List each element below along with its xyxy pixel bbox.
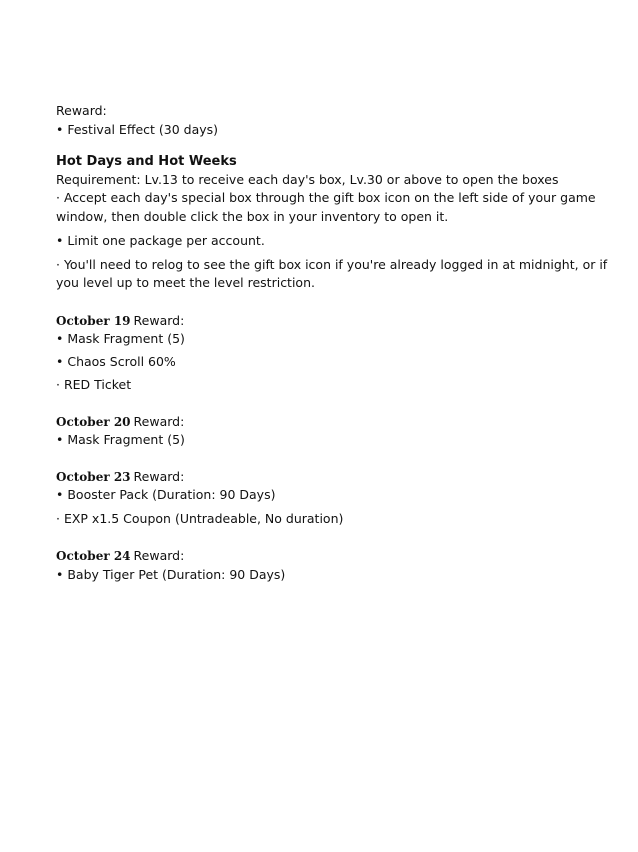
note-limit-package: • Limit one package per account. bbox=[56, 233, 265, 248]
oct20-reward-label: Reward: bbox=[133, 414, 185, 429]
festival-reward-item: • Festival Effect (30 days) bbox=[56, 122, 219, 137]
note-accept-box-line-1: · Accept each day's special box through the gift box icon on the left side of your game bbox=[56, 190, 596, 205]
oct19-heading bbox=[56, 313, 184, 329]
oct19-reward-item: • Mask Fragment (5) bbox=[56, 331, 185, 346]
oct23-reward-item: • Booster Pack (Duration: 90 Days) bbox=[56, 487, 276, 502]
note-relog-line-2: you level up to meet the level restriction. bbox=[56, 275, 315, 290]
oct23-date: October 23 bbox=[56, 470, 131, 484]
oct24-heading bbox=[56, 548, 184, 564]
note-accept-box-line-2: window, then double click the box in your inventory to open it. bbox=[56, 209, 449, 224]
oct20-date: October 20 bbox=[56, 415, 131, 429]
oct19-date: October 19 bbox=[56, 314, 131, 328]
oct24-date: October 24 bbox=[56, 549, 131, 563]
oct19-reward-item: • Chaos Scroll 60% bbox=[56, 354, 176, 369]
oct19-reward-label: Reward: bbox=[133, 313, 185, 328]
section-heading: Hot Days and Hot Weeks bbox=[56, 154, 237, 169]
oct20-reward-item: • Mask Fragment (5) bbox=[56, 432, 185, 447]
note-relog-line-1: · You'll need to relog to see the gift box icon if you're already logged in at midnight, or if bbox=[56, 257, 608, 272]
festival-reward-label: Reward: bbox=[56, 103, 107, 118]
oct20-heading bbox=[56, 414, 184, 430]
requirement-text: Requirement: Lv.13 to receive each day's box, Lv.30 or above to open the boxes bbox=[56, 172, 559, 187]
oct24-reward-label: Reward: bbox=[133, 548, 185, 563]
oct23-reward-label: Reward: bbox=[133, 469, 185, 484]
oct19-reward-item: · RED Ticket bbox=[56, 377, 132, 392]
oct23-reward-item: · EXP x1.5 Coupon (Untradeable, No duration) bbox=[56, 511, 344, 526]
oct23-heading bbox=[56, 469, 184, 485]
oct24-reward-item: • Baby Tiger Pet (Duration: 90 Days) bbox=[56, 567, 286, 582]
